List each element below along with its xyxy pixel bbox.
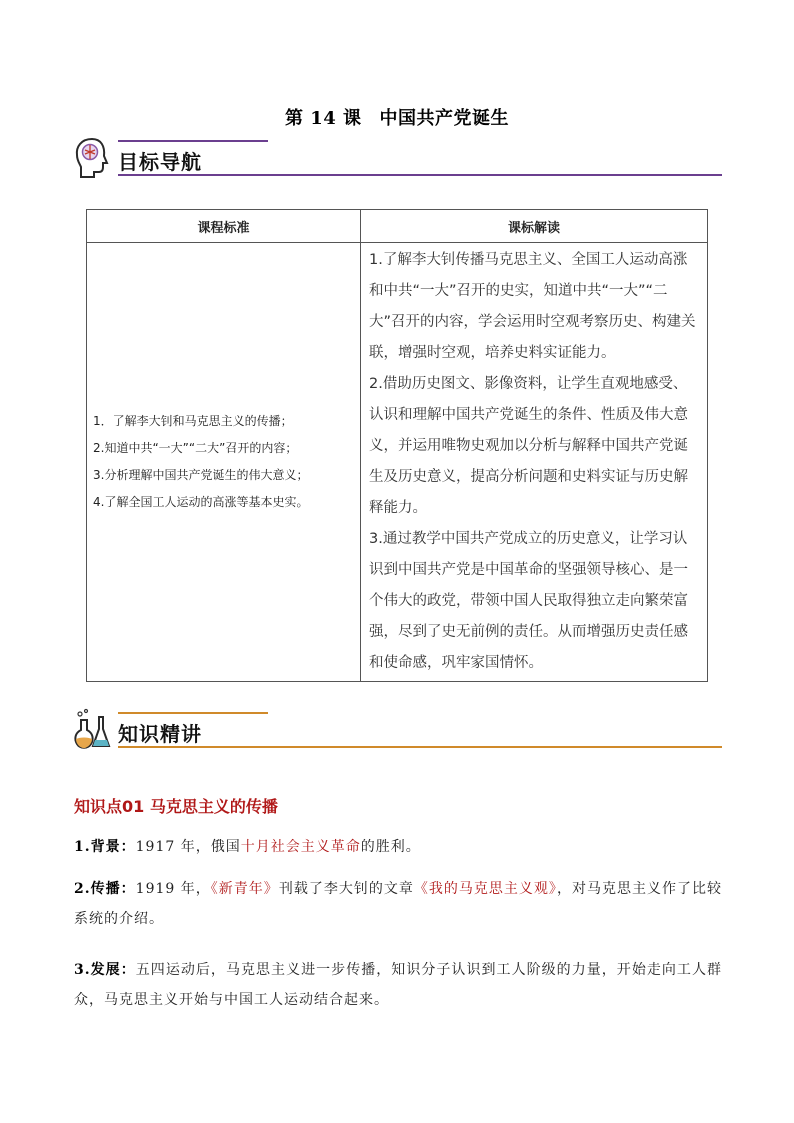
highlight-text: 《我的马克思主义观》: [413, 881, 557, 897]
knowledge-point-title: 知识点01 马克思主义的传播: [74, 797, 278, 816]
flask-icon: [72, 708, 112, 752]
paragraph-text: ，对马克思主义作了比较系统的介绍。: [74, 881, 723, 927]
paragraph-background: [74, 832, 722, 862]
paragraph-spread: [74, 874, 722, 934]
header-top-rule: [118, 140, 268, 142]
header-bottom-rule: [118, 746, 722, 748]
interpretation-cell: [361, 243, 708, 682]
highlight-text: 《新青年》: [210, 881, 279, 897]
standard-item: 1．了解李大钊和马克思主义的传播；: [93, 414, 293, 428]
lesson-number: 第 14 课: [284, 108, 362, 129]
paragraph-text: 的胜利。: [360, 839, 421, 855]
paragraph-text: 五四运动后，马克思主义进一步传播，知识分子认识到工人阶级的力量，开始走向工人群众，马克思主义开始与中国工人运动结合起来。: [74, 962, 722, 1008]
brain-head-icon: [72, 136, 112, 180]
paragraph-lead: 2.传播：: [74, 881, 136, 897]
table-header-row: [87, 210, 708, 243]
header-interpretation: 课标解读: [361, 210, 708, 243]
lesson-name: 中国共产党诞生: [379, 108, 510, 129]
interpretation-item: 2.借助历史图文、影像资料，让学生直观地感受、认识和理解中国共产党诞生的条件、性质及伟大意义，并运用唯物史观加以分析与解释中国共产党诞生及历史意义，提高分析问题和史料实证与历史解释能力。: [369, 376, 688, 516]
section-title: 知识精讲: [118, 722, 202, 746]
paragraph-text: 刊载了李大钊的文章: [278, 881, 414, 897]
header-top-rule: [118, 712, 268, 714]
section-header-knowledge: [72, 708, 722, 754]
paragraph-text: 1919 年，: [135, 881, 211, 897]
curriculum-table: [86, 209, 708, 682]
paragraph-development: [74, 955, 722, 1015]
standards-cell: [87, 243, 361, 682]
standard-item: 3.分析理解中国共产党诞生的伟大意义；: [93, 468, 309, 482]
section-title: 目标导航: [118, 150, 202, 174]
paragraph-text: 1917 年，俄国: [135, 839, 241, 855]
interpretation-item: 3.通过教学中国共产党成立的历史意义，让学习认识到中国共产党是中国革命的坚强领导核心、是一个伟大的政党，带领中国人民取得独立走向繁荣富强，尽到了史无前例的责任。从而增强历史责任感和使命感，巩牢家国情怀。: [369, 531, 688, 671]
highlight-text: 十月社会主义革命: [240, 839, 361, 855]
standard-item: 4.了解全国工人运动的高涨等基本史实。: [93, 495, 309, 509]
table-row: [87, 243, 708, 682]
paragraph-lead: 3.发展：: [74, 962, 136, 978]
standard-item: 2.知道中共“一大”“二大”召开的内容；: [93, 441, 298, 455]
header-bottom-rule: [118, 174, 722, 176]
page-title: [0, 104, 794, 130]
section-header-goals: [72, 136, 722, 182]
interpretation-item: 1.了解李大钊传播马克思主义、全国工人运动高涨和中共“一大”召开的史实，知道中共“一大”“二大”召开的内容，学会运用时空观考察历史、构建关联，增强时空观，培养史料实证能力。: [369, 252, 696, 361]
header-standards: 课程标准: [87, 210, 361, 243]
paragraph-lead: 1.背景：: [74, 839, 136, 855]
